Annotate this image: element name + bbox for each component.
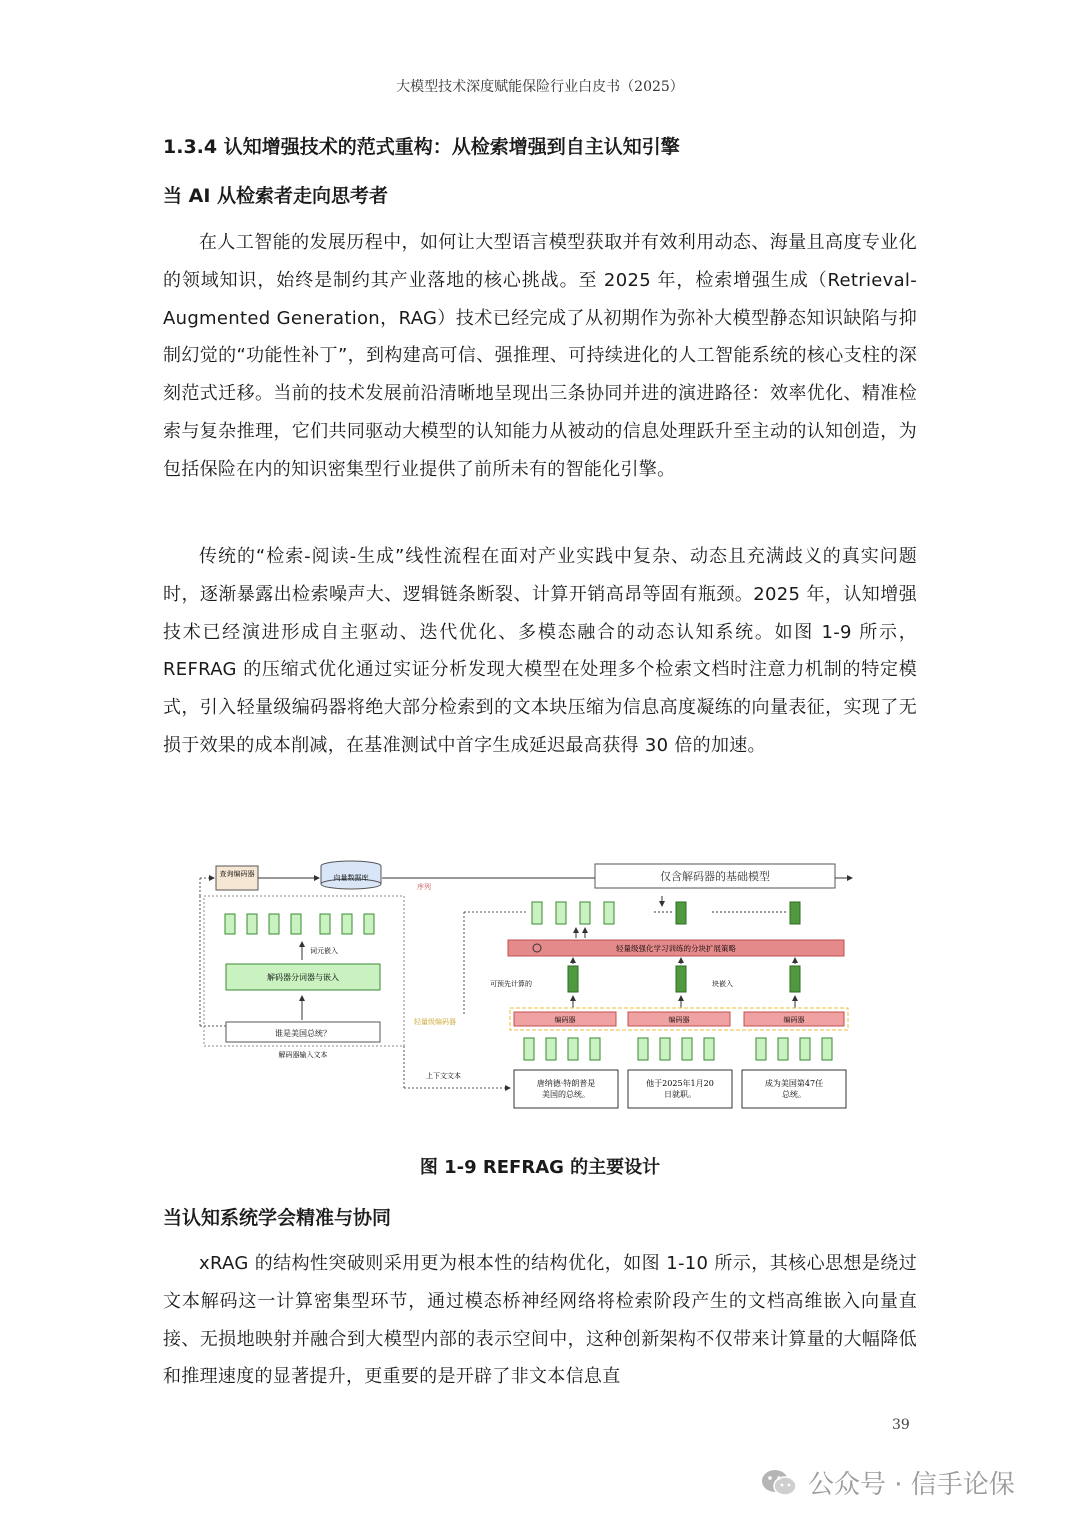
- bottom-token-row: [524, 1038, 832, 1060]
- encoder-label-2: 编码器: [668, 1016, 690, 1024]
- paragraph-1: 在人工智能的发展历程中，如何让大型语言模型获取并有效利用动态、海量且高度专业化的领域知识，始终是制约其产业落地的核心挑战。至 2025 年，检索增强生成（Retrieval-Augmented Generation，RAG）技术已经完成了从初期作为弥补大模型静态知识缺陷与抑制幻觉的“功能性补丁”，到构建高可信、强推理、可持续进化的人工智能系统的核心支柱的深刻范式迁移。当前的技术发展前沿清晰地呈现出三条协同并进的演进路径：效率优化、精准检索与复杂推理，它们共同驱动大模型的认知能力从被动的信息处理跃升至主动的认知创造，为包括保险在内的知识密集型行业提供了前所未有的智能化引擎。: [163, 232, 917, 480]
- running-header: 大模型技术深度赋能保险行业白皮书（2025）: [396, 79, 684, 95]
- decoder-tokenizer-label: 解码器分词器与嵌入: [267, 973, 339, 982]
- decoder-input-label: 解码器输入文本: [278, 1051, 328, 1059]
- query-encoder-label: 查询编码器: [219, 870, 255, 878]
- figure-caption: 图 1-9 REFRAG 的主要设计: [419, 1157, 661, 1178]
- rl-policy-label: 轻量级强化学习训练的分块扩展策略: [616, 944, 736, 953]
- chunk-2-line-2: 日就职。: [664, 1090, 696, 1099]
- token-embed-label: 词元嵌入: [310, 947, 338, 955]
- chunk-1-line-2: 美国的总统。: [542, 1090, 590, 1099]
- chunk-box-2: [628, 1070, 732, 1108]
- vector-db-label: 向量数据库: [333, 874, 369, 882]
- precomputable-label: 可预先计算的: [490, 980, 532, 988]
- chunk-embed-label: 块嵌入: [712, 980, 733, 988]
- paragraph-3: xRAG 的结构性突破则采用更为根本性的结构优化，如图 1-10 所示，其核心思想是绕过文本解码这一计算密集型环节，通过模态桥神经网络将检索阶段产生的文档高维嵌入向量直接、无损地映射并融合到大模型内部的表示空间中，这种创新架构不仅带来计算量的大幅降低和推理速度的显著提升，更重要的是开辟了非文本信息直: [163, 1253, 917, 1388]
- chunk-1-line-1: 唐纳德·特朗普是: [536, 1079, 596, 1088]
- top-token-row: [532, 902, 800, 924]
- sequence-label: 序列: [417, 883, 431, 891]
- watermark-text: 公众号 · 信手论保: [808, 1470, 1015, 1500]
- context-text-label: 上下文文本: [426, 1072, 461, 1080]
- chunk-box-1: [514, 1070, 618, 1108]
- encoder-label-1: 编码器: [554, 1016, 576, 1024]
- question-label: 谁是美国总统？: [275, 1029, 331, 1038]
- subheading-thinker: 当 AI 从检索者走向思考者: [163, 185, 389, 207]
- section-title: 1.3.4 认知增强技术的范式重构：从检索增强到自主认知引擎: [163, 136, 680, 158]
- watermark: [760, 1464, 1015, 1501]
- refrag-figure: [192, 856, 856, 1118]
- base-model-label: 仅含解码器的基础模型: [660, 870, 770, 883]
- light-encoder-label: 轻量级编码器: [414, 1018, 456, 1026]
- paragraph-2: 传统的“检索-阅读-生成”线性流程在面对产业实践中复杂、动态且充满歧义的真实问题时，逐渐暴露出检索噪声大、逻辑链条断裂、计算开销高昂等固有瓶颈。2025 年，认知增强技术已经演进形成自主驱动、迭代优化、多模态融合的动态认知系统。如图 1-9 所示，REFRAG 的压缩式优化通过实证分析发现大模型在处理多个检索文档时注意力机制的特定模式，引入轻量级编码器将绝大部分检索到的文本块压缩为信息高度凝练的向量表征，实现了无损于效果的成本削减，在基准测试中首字生成延迟最高获得 30 倍的加速。: [163, 546, 917, 756]
- chunk-3-line-2: 总统。: [782, 1090, 806, 1099]
- wechat-icon: [760, 1468, 798, 1498]
- left-token-row: [225, 914, 374, 934]
- chunk-2-line-1: 他于2025年1月20: [646, 1079, 714, 1088]
- encoder-label-3: 编码器: [783, 1016, 805, 1024]
- subheading-precision: 当认知系统学会精准与协同: [163, 1207, 392, 1229]
- page-number: 39: [892, 1417, 910, 1433]
- chunk-box-3: [742, 1070, 846, 1108]
- chunk-3-line-1: 成为美国第47任: [764, 1079, 824, 1088]
